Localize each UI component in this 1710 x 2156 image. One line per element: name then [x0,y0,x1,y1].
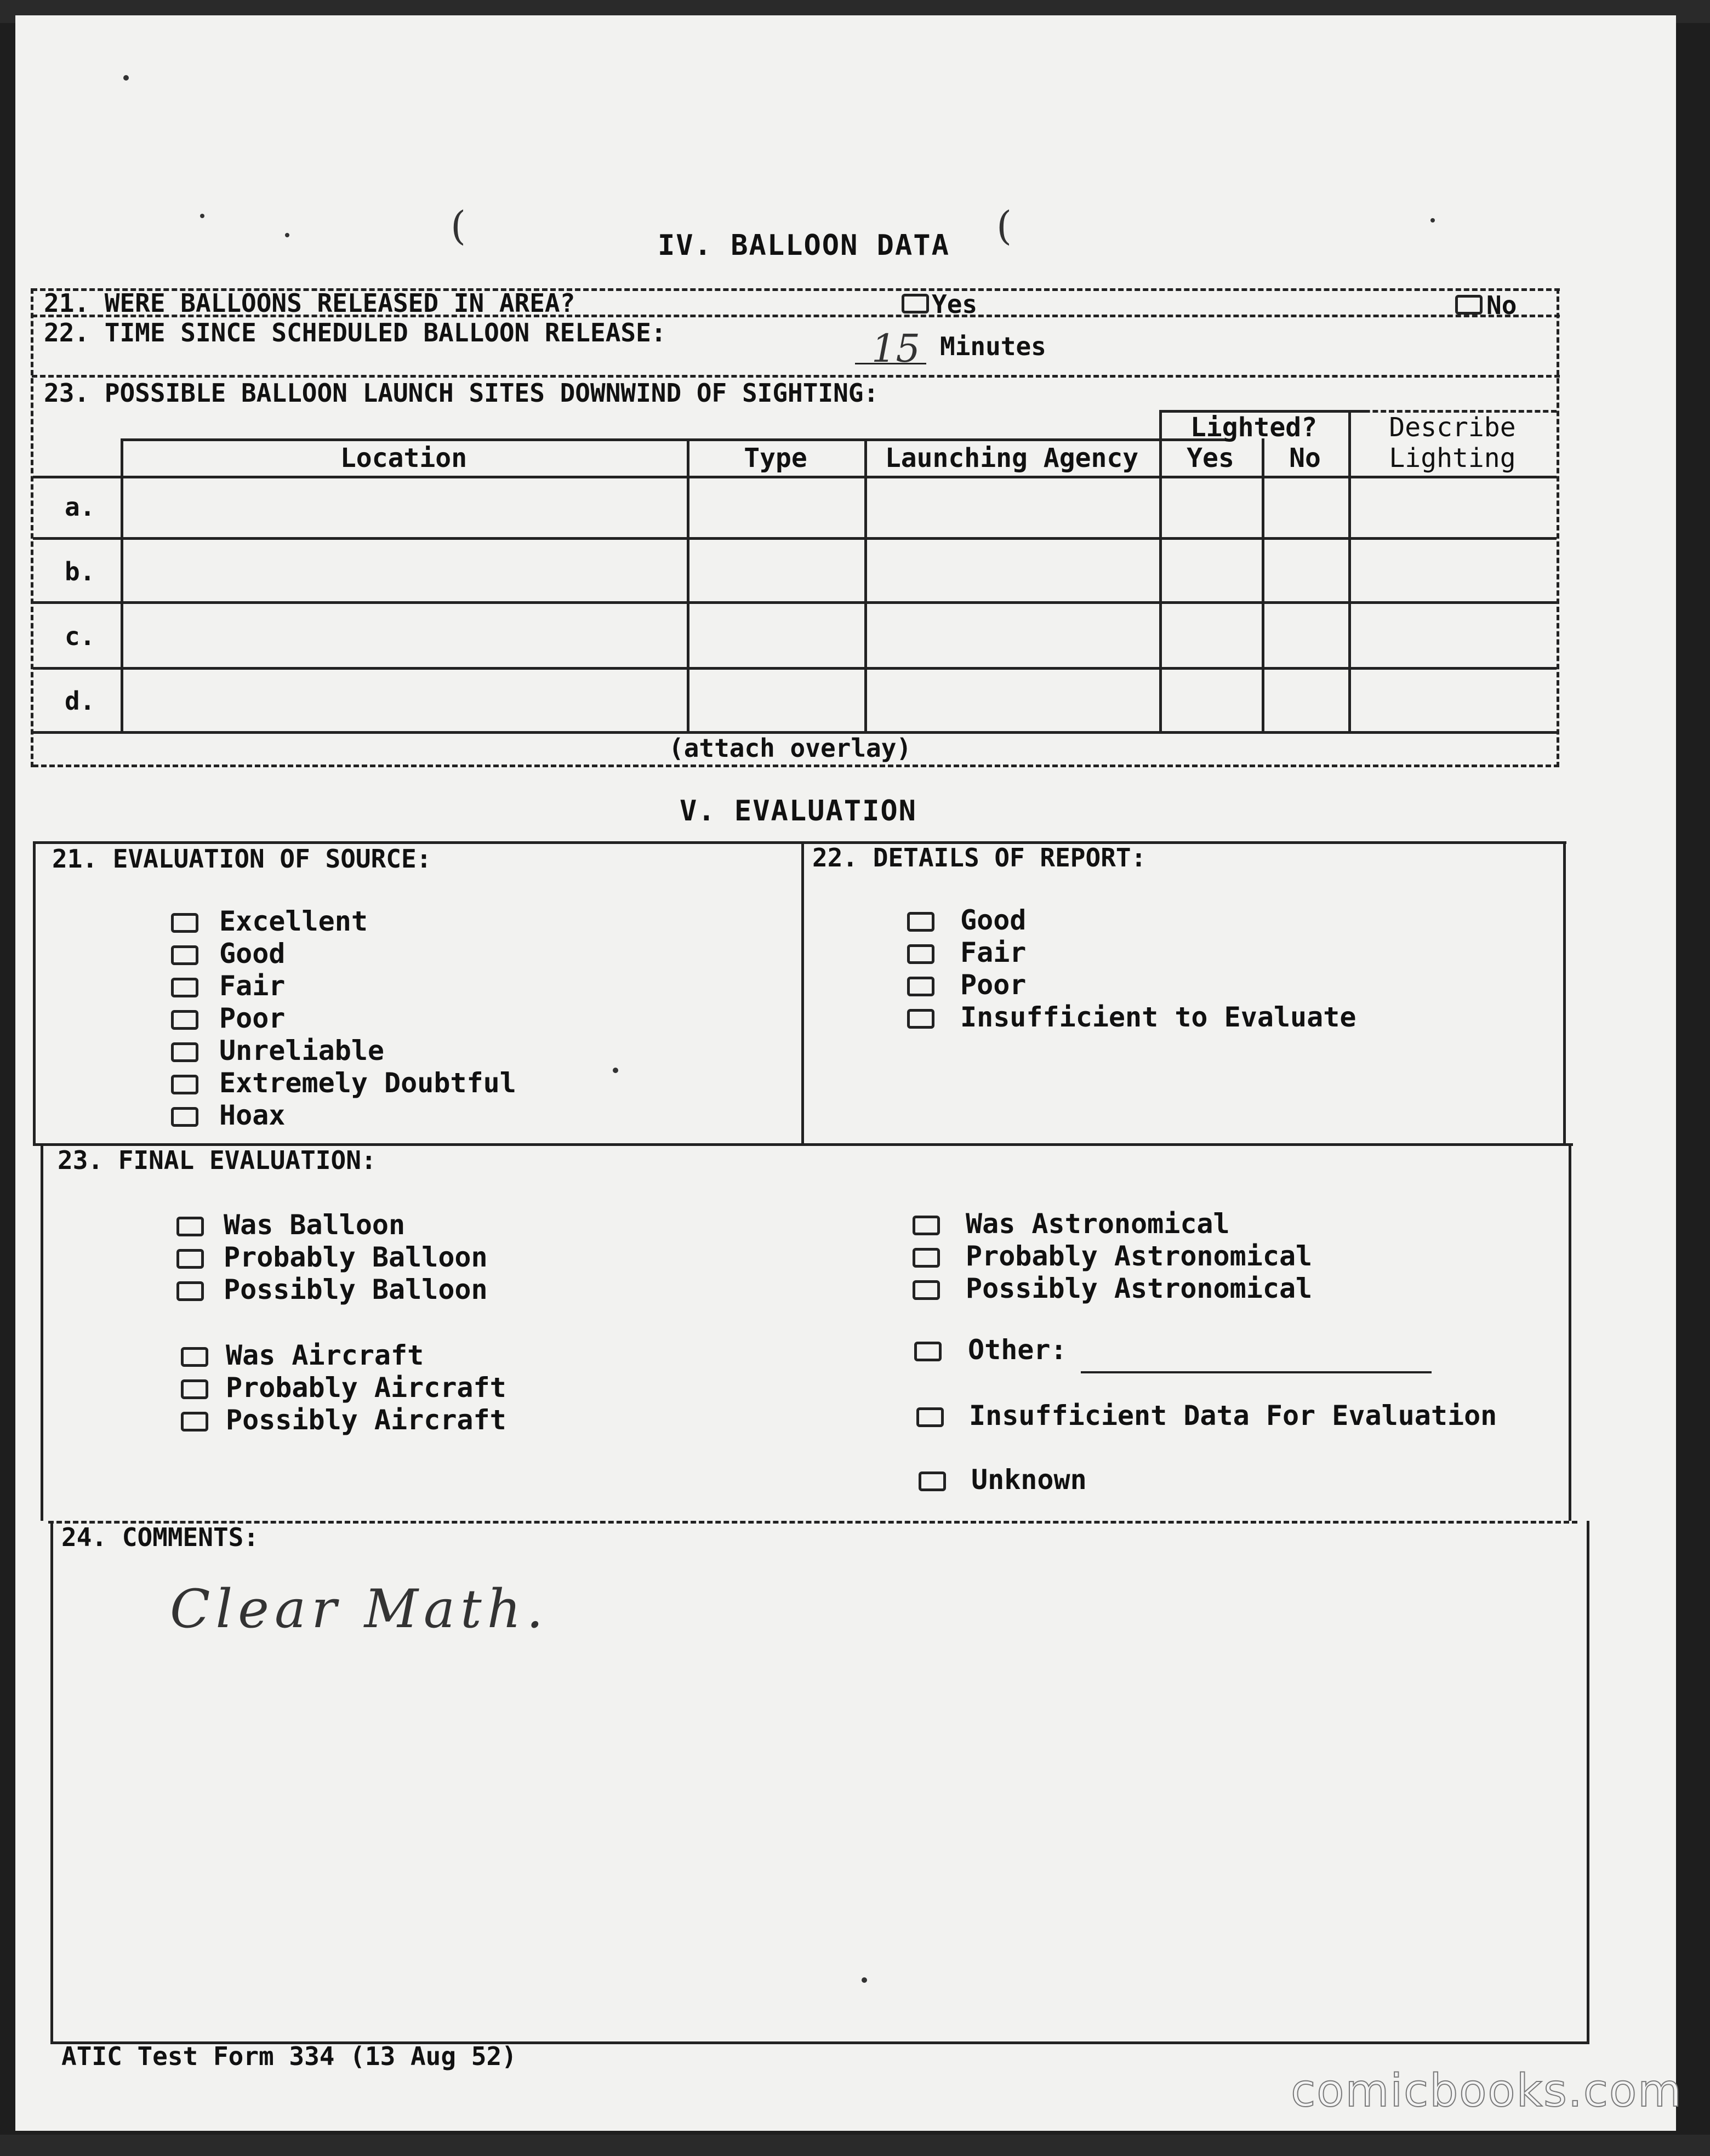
details-good-label: Good [960,904,1027,936]
scan-speck [285,233,289,237]
q23-launch-sites-label: 23. POSSIBLE BALLOON LAUNCH SITES DOWNWIND OF SIGHTING: [44,378,879,408]
details-insufficient-label: Insufficient to Evaluate [960,1001,1356,1033]
other-checkbox[interactable] [914,1342,942,1361]
col-lighted-no-header: No [1289,443,1321,474]
watermark-text: comicbooks.com [1291,2065,1683,2117]
scan-paren-mark: ( [996,203,1012,249]
source-good-checkbox[interactable] [171,945,198,965]
source-unreliable-label: Unreliable [219,1035,385,1066]
details-insufficient-checkbox[interactable] [907,1009,934,1029]
frame-line [41,1143,43,1521]
scan-paren-mark: ( [451,203,466,249]
q21-yes-label: Yes [932,289,978,319]
source-poor-checkbox[interactable] [171,1010,198,1030]
source-poor-label: Poor [219,1002,286,1034]
frame-line [33,841,36,1143]
possibly-astronomical-label: Possibly Astronomical [966,1273,1313,1304]
q22-time-value[interactable]: 15 [871,326,921,371]
q21-balloons-label: 21. WERE BALLOONS RELEASED IN AREA? [44,288,575,318]
table-col-line [864,438,867,731]
row-d-label: d. [65,686,95,716]
was-astronomical-label: Was Astronomical [966,1208,1230,1240]
col-type-header: Type [744,443,807,474]
col-location-header: Location [340,443,468,474]
scan-speck [200,214,204,218]
probably-balloon-checkbox[interactable] [176,1249,204,1269]
source-extremely-doubtful-checkbox[interactable] [171,1075,198,1094]
table-col-line [121,438,123,731]
eval-source-label: 21. EVALUATION OF SOURCE: [52,844,432,874]
comments-handwritten[interactable]: Clear Math. [170,1578,549,1640]
q21-yes-checkbox[interactable] [902,294,929,313]
probably-astronomical-label: Probably Astronomical [966,1240,1313,1272]
possibly-balloon-label: Possibly Balloon [224,1274,488,1305]
table-row-line [33,601,1557,604]
scan-border-bottom [0,2135,1710,2156]
q22-time-label: 22. TIME SINCE SCHEDULED BALLOON RELEASE: [44,318,666,347]
details-poor-label: Poor [960,969,1027,1001]
was-aircraft-label: Was Aircraft [226,1339,424,1371]
source-good-label: Good [219,938,286,969]
other-blank-line[interactable] [1081,1371,1432,1373]
insufficient-data-label: Insufficient Data For Evaluation [969,1400,1497,1431]
details-report-label: 22. DETAILS OF REPORT: [812,843,1147,872]
source-unreliable-checkbox[interactable] [171,1042,198,1062]
details-fair-checkbox[interactable] [907,944,934,964]
source-excellent-label: Excellent [219,905,368,937]
frame-line [50,1521,53,2041]
details-good-checkbox[interactable] [907,912,934,932]
insufficient-data-checkbox[interactable] [916,1407,944,1427]
col-agency-header: Launching Agency [885,443,1139,474]
frame-line [1557,288,1559,767]
scan-speck [123,75,129,81]
scan-speck [1430,218,1435,223]
frame-line [1563,841,1566,1143]
probably-astronomical-checkbox[interactable] [913,1248,940,1268]
frame-line [801,841,804,1143]
possibly-astronomical-checkbox[interactable] [913,1280,940,1300]
comments-label: 24. COMMENTS: [61,1522,259,1552]
row-b-label: b. [65,557,95,586]
possibly-aircraft-label: Possibly Aircraft [226,1404,506,1436]
probably-balloon-label: Probably Balloon [224,1241,488,1273]
probably-aircraft-label: Probably Aircraft [226,1372,506,1404]
table-bottom-line [33,765,1559,767]
table-row-line [33,537,1557,540]
source-extremely-doubtful-label: Extremely Doubtful [219,1067,516,1099]
q21-no-label: No [1486,290,1517,320]
frame-line [32,375,1560,378]
was-balloon-label: Was Balloon [224,1209,406,1241]
form-number: ATIC Test Form 334 (13 Aug 52) [61,2041,517,2071]
possibly-balloon-checkbox[interactable] [176,1281,204,1301]
unknown-checkbox[interactable] [919,1471,946,1491]
scan-speck [613,1068,618,1073]
frame-line [31,288,33,767]
source-excellent-checkbox[interactable] [171,913,198,933]
section-evaluation-title: V. EVALUATION [680,795,917,828]
frame-line [1569,1143,1571,1521]
was-astronomical-checkbox[interactable] [913,1216,940,1235]
possibly-aircraft-checkbox[interactable] [181,1412,208,1431]
q21-no-checkbox[interactable] [1455,295,1483,315]
source-fair-label: Fair [219,970,286,1002]
source-hoax-label: Hoax [219,1099,286,1131]
table-row-line [33,667,1557,670]
other-label: Other: [968,1334,1067,1366]
details-fair-label: Fair [960,937,1027,968]
table-col-line [1262,438,1264,731]
table-header-bottom [33,476,1557,478]
frame-line [1587,1521,1589,2041]
final-evaluation-label: 23. FINAL EVALUATION: [58,1145,377,1175]
scan-speck [862,1977,867,1983]
source-fair-checkbox[interactable] [171,978,198,997]
probably-aircraft-checkbox[interactable] [181,1379,208,1399]
col-lighting-header: Lighting [1389,443,1516,474]
attach-overlay-note: (attach overlay) [669,733,912,763]
section-balloon-data-title: IV. BALLOON DATA [658,229,950,262]
col-lighted-yes-header: Yes [1187,443,1234,474]
col-describe-header: Describe [1389,412,1516,443]
was-balloon-checkbox[interactable] [176,1217,204,1236]
q22-value-underline [855,363,926,364]
table-line [121,438,1228,441]
unknown-label: Unknown [971,1464,1087,1496]
frame-line [48,1521,1577,1524]
col-lighted-header: Lighted? [1190,412,1318,443]
table-col-line [687,438,689,731]
was-aircraft-checkbox[interactable] [181,1347,208,1367]
details-poor-checkbox[interactable] [907,977,934,996]
q22-unit-label: Minutes [940,332,1046,361]
row-a-label: a. [65,492,95,522]
source-hoax-checkbox[interactable] [171,1107,198,1127]
row-c-label: c. [65,621,95,651]
